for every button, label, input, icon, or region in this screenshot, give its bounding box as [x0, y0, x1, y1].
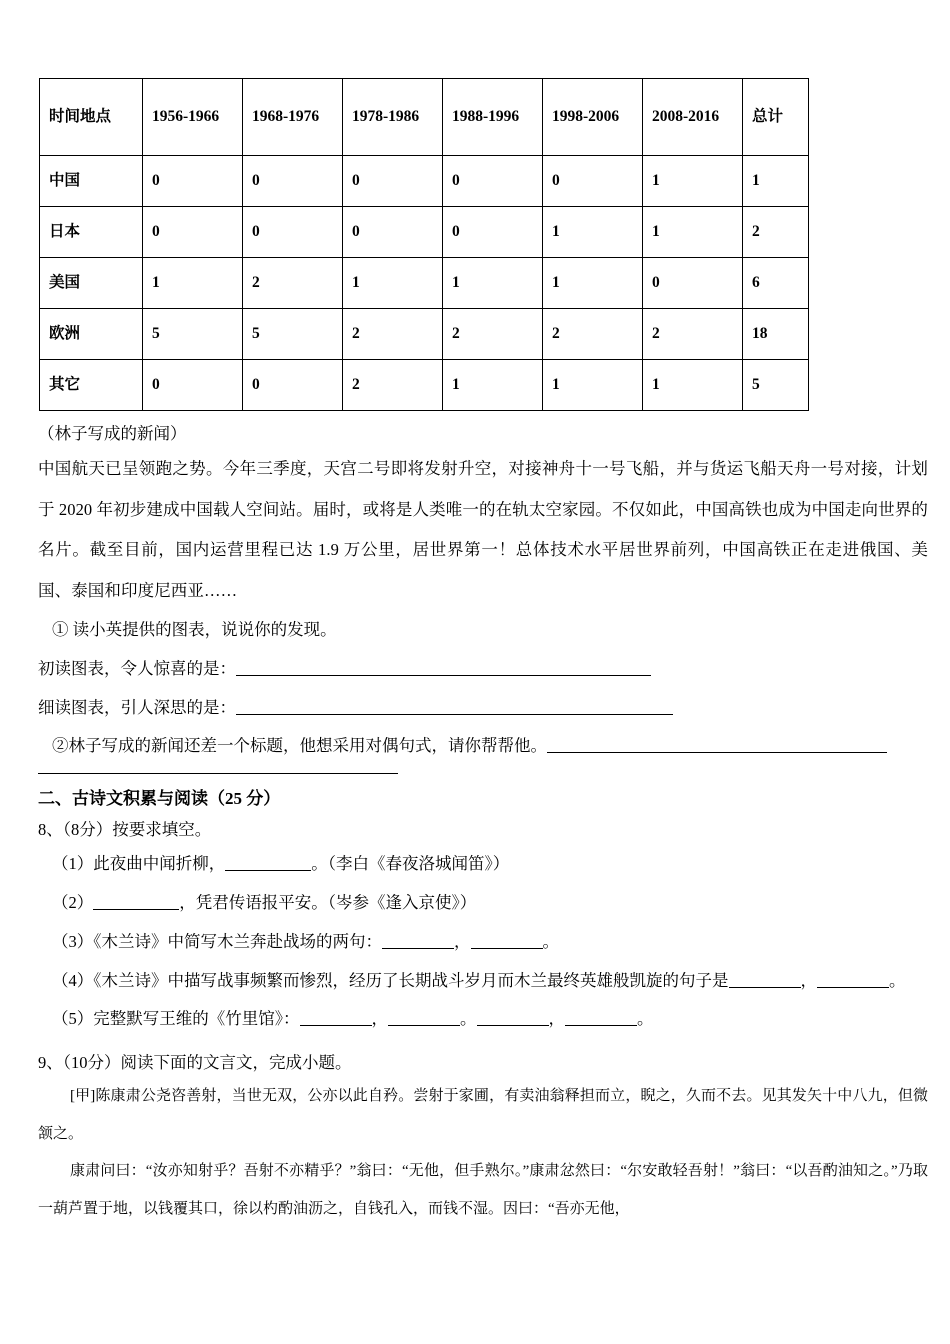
table-cell-0-0: 0 — [143, 156, 243, 207]
table-cell-4-5: 1 — [643, 360, 743, 411]
table-cell-4-3: 1 — [443, 360, 543, 411]
question-8-item-1 — [38, 845, 928, 884]
answer-blank-1b[interactable] — [236, 714, 673, 715]
question-9-head: 9、（10分）阅读下面的文言文，完成小题。 — [38, 1053, 352, 1073]
answer-blank-8-5b[interactable] — [388, 1025, 460, 1026]
q8-5-sep-b: 。 — [460, 1009, 477, 1029]
table-row — [40, 156, 809, 207]
q8-1-post: 。（李白《春夜洛城闻笛》） — [311, 854, 510, 874]
table-cell-3-0: 5 — [143, 309, 243, 360]
answer-blank-1a[interactable] — [236, 675, 651, 676]
answer-blank-8-5c[interactable] — [477, 1025, 549, 1026]
spacer — [38, 1039, 928, 1047]
answer-blank-2-cont[interactable] — [38, 772, 398, 774]
table-cell-4-6: 5 — [743, 360, 809, 411]
table-cell-3-1: 5 — [243, 309, 343, 360]
wenyan-paragraph-1: [甲]陈康肃公尧咨善射，当世无双，公亦以此自矜。尝射于家圃，有卖油翁释担而立，睨之，久而不去。见其发矢十中八九，但微颔之。 — [38, 1088, 928, 1142]
table-cell-2-6: 6 — [743, 258, 809, 309]
q8-5-sep-c: ， — [548, 1009, 565, 1029]
q8-3-post: 。 — [542, 931, 559, 951]
table-cell-0-4: 0 — [543, 156, 643, 207]
question-1b — [38, 689, 928, 728]
table-cell-2-0: 1 — [143, 258, 243, 309]
question-1a-prompt: 初读图表，令人惊喜的是： — [38, 658, 236, 678]
table-col-header-3: 1988-1996 — [443, 79, 543, 156]
answer-blank-8-4a[interactable] — [729, 987, 801, 988]
q8-2-post: ，凭君传语报平安。（岑参《逢入京使》） — [179, 893, 477, 912]
table-col-header-6: 总计 — [743, 79, 809, 156]
table-cell-1-0: 0 — [143, 207, 243, 258]
answer-blank-8-1[interactable] — [225, 870, 311, 871]
q8-3-mid: ， — [454, 931, 471, 951]
question-2-text: ②林子写成的新闻还差一个标题，他想采用对偶句式，请你帮帮他。 — [52, 736, 547, 756]
table-row — [40, 309, 809, 360]
table-row-label-0: 中国 — [40, 156, 143, 207]
table-cell-3-4: 2 — [543, 309, 643, 360]
question-8-item-2 — [38, 884, 928, 923]
answer-blank-8-3a[interactable] — [382, 948, 454, 949]
table-cell-0-1: 0 — [243, 156, 343, 207]
question-1a — [38, 650, 928, 689]
question-1: ① 读小英提供的图表，说说你的发现。 — [52, 620, 337, 640]
table-cell-0-5: 1 — [643, 156, 743, 207]
table-col-header-1: 1968-1976 — [243, 79, 343, 156]
table-row — [40, 207, 809, 258]
table-cell-2-2: 1 — [343, 258, 443, 309]
table-cell-3-2: 2 — [343, 309, 443, 360]
spaceflight-stats-table — [39, 78, 809, 411]
table-row-label-3: 欧洲 — [40, 309, 143, 360]
table-col-header-0: 1956-1966 — [143, 79, 243, 156]
table-col-header-2: 1978-1986 — [343, 79, 443, 156]
table-cell-1-4: 1 — [543, 207, 643, 258]
q8-4-pre: （4）《木兰诗》中描写战事频繁而惨烈，经历了长期战斗岁月而木兰最终英雄般凯旋的句子是 — [52, 970, 729, 990]
question-8-item-3 — [38, 923, 928, 962]
table-cell-4-0: 0 — [143, 360, 243, 411]
table-cell-1-1: 0 — [243, 207, 343, 258]
answer-blank-8-3b[interactable] — [471, 948, 543, 949]
q8-4-mid: ， — [800, 970, 817, 990]
table-row-label-4: 其它 — [40, 360, 143, 411]
table-cell-1-2: 0 — [343, 207, 443, 258]
q8-5-pre: （5）完整默写王维的《竹里馆》： — [52, 1009, 300, 1029]
table-cell-4-4: 1 — [543, 360, 643, 411]
news-body: 中国航天已呈领跑之势。今年三季度，天宫二号即将发射升空，对接神舟十一号飞船，并与货运飞船天舟一号对接，计划于 2020 年初步建成中国载人空间站。届时，或将是人类唯一的在轨太空家园。不仅如此，中国高铁也成为中国走向世界的名片。截至目前，国内运营里程已达 1.9 万公里，居世界第一！总体技术水平居世界前列，中国高铁正在走进俄国、美国、泰国和印度尼西亚…… — [38, 459, 928, 600]
table-cell-1-5: 1 — [643, 207, 743, 258]
q8-1-pre: （1）此夜曲中闻折柳， — [52, 854, 226, 874]
table-cell-1-6: 2 — [743, 207, 809, 258]
question-1b-prompt: 细读图表，引人深思的是： — [38, 697, 236, 717]
table-row-label-1: 日本 — [40, 207, 143, 258]
q8-5-sep-a: ， — [371, 1009, 388, 1029]
question-2 — [38, 727, 928, 766]
answer-blank-8-2[interactable] — [93, 909, 179, 910]
table-col-header-4: 1998-2006 — [543, 79, 643, 156]
table-col-header-5: 2008-2016 — [643, 79, 743, 156]
answer-blank-8-5d[interactable] — [565, 1025, 637, 1026]
answer-blank-8-4b[interactable] — [817, 987, 889, 988]
table-cell-0-6: 1 — [743, 156, 809, 207]
q8-4-tail: 。 — [889, 970, 906, 990]
table-corner-label: 时间地点 — [40, 79, 143, 156]
q8-5-sep-d: 。 — [637, 1009, 654, 1029]
table-cell-0-3: 0 — [443, 156, 543, 207]
table-cell-3-3: 2 — [443, 309, 543, 360]
section-2-title: 二、古诗文积累与阅读（25 分） — [38, 789, 281, 809]
q8-2-pre: （2） — [52, 893, 94, 912]
table-cell-2-1: 2 — [243, 258, 343, 309]
table-header-row — [40, 79, 809, 156]
wenyan-paragraph-2: 康肃问曰：“汝亦知射乎？吾射不亦精乎？”翁曰：“无他，但手熟尔。”康肃忿然曰：“尔安敢轻吾射！”翁曰：“以吾酌油知之。”乃取一葫芦置于地，以钱覆其口，徐以杓酌油沥之，自钱孔入，而钱不湿。因曰：“吾亦无他， — [38, 1163, 928, 1217]
answer-blank-8-5a[interactable] — [300, 1025, 372, 1026]
table-row — [40, 258, 809, 309]
question-8-item-4 — [38, 962, 928, 1001]
table-cell-2-5: 0 — [643, 258, 743, 309]
table-cell-0-2: 0 — [343, 156, 443, 207]
table-cell-4-2: 2 — [343, 360, 443, 411]
table-cell-2-3: 1 — [443, 258, 543, 309]
table-cell-3-6: 18 — [743, 309, 809, 360]
table-cell-4-1: 0 — [243, 360, 343, 411]
table-row-label-2: 美国 — [40, 258, 143, 309]
question-8-item-5 — [38, 1000, 928, 1039]
table-cell-1-3: 0 — [443, 207, 543, 258]
table-cell-3-5: 2 — [643, 309, 743, 360]
question-8-head: 8、（8分）按要求填空。 — [38, 819, 212, 839]
q8-3-pre: （3）《木兰诗》中简写木兰奔赴战场的两句： — [52, 931, 382, 951]
table-row — [40, 360, 809, 411]
table-cell-2-4: 1 — [543, 258, 643, 309]
news-caption: （林子写成的新闻） — [38, 424, 187, 443]
answer-blank-2[interactable] — [547, 752, 887, 753]
